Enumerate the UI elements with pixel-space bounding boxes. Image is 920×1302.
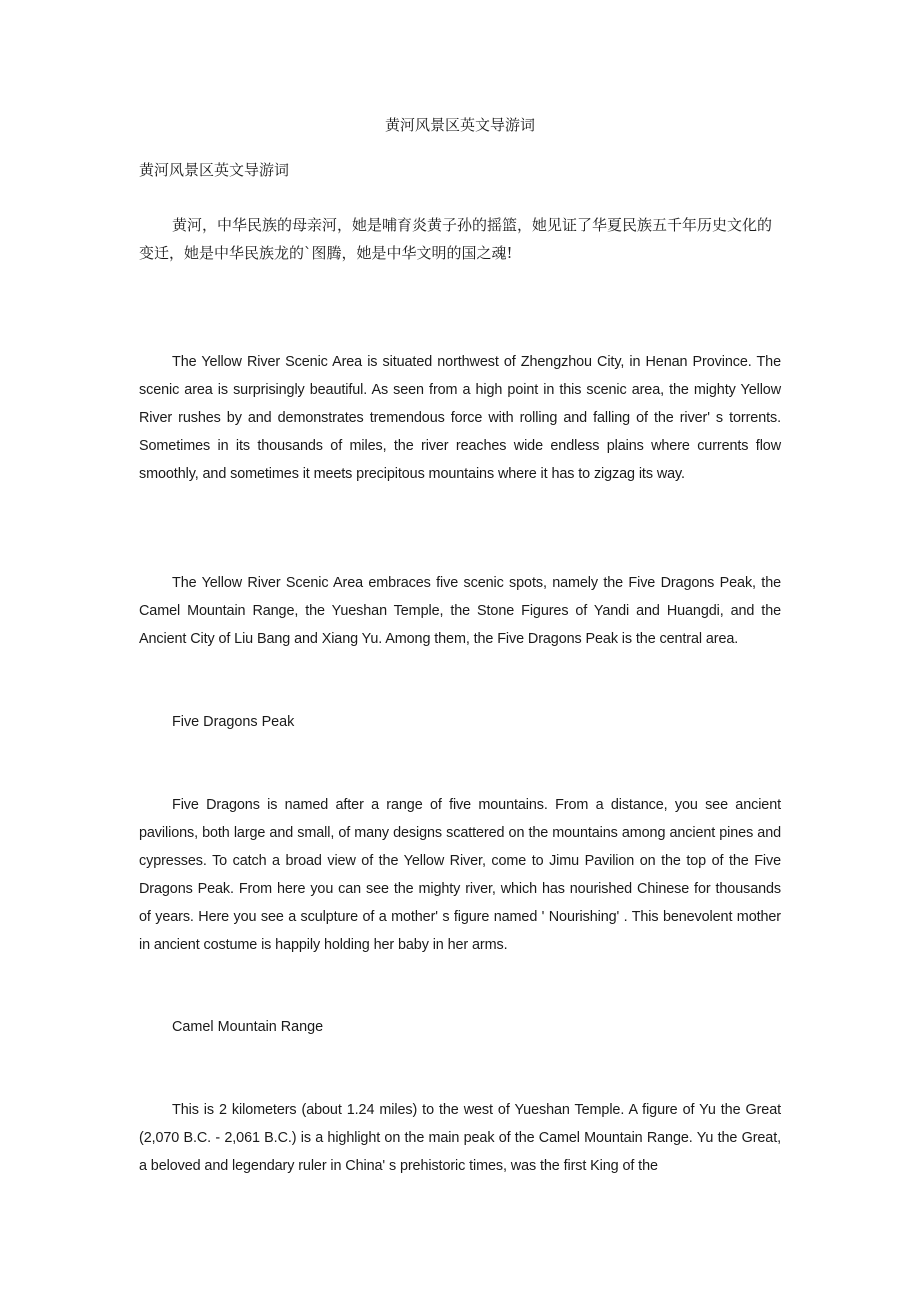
paragraph-scenic-spots: The Yellow River Scenic Area embraces five scenic spots, namely the Five Dragons Peak, the Camel Mountain Range, the Yueshan Temple, the Stone Figures of Yandi and Huangdi, and the Ancient City of Liu Bang and Xiang Yu. Among them, the Five Dragons Peak is the central area. bbox=[139, 575, 781, 647]
section-heading-camel-mountain-range: Camel Mountain Range bbox=[172, 1019, 324, 1035]
document-subtitle: 黄河风景区英文导游词 bbox=[139, 161, 290, 179]
paragraph-five-dragons: Five Dragons is named after a range of five mountains. From a distance, you see ancient pavilions, both large and small, of many designs scattered on the mountains among ancient pines and cypresses. To catch a broad view of the Yellow River, come to Jimu Pavilion on the top of the Five Dragons Peak. From here you can see the mighty river, which has nourished Chinese for thousands of years. Here you see a sculpture of a mother' s figure named ' Nourishing' . This benevolent mother in ancient costume is happily holding her baby in her arms. bbox=[139, 797, 781, 953]
section-heading-five-dragons-peak: Five Dragons Peak bbox=[172, 714, 295, 730]
paragraph-location: The Yellow River Scenic Area is situated northwest of Zhengzhou City, in Henan Province. The scenic area is surprisingly beautiful. As seen from a high point in this scenic area, the mighty Yellow River rushes by and demonstrates tremendous force with rolling and falling of the river' s torrents. Sometimes in its thousands of miles, the river reaches wide endless plains where currents flow smoothly, and sometimes it meets precipitous mountains where it has to zigzag its way. bbox=[139, 354, 781, 482]
document-title: 黄河风景区英文导游词 bbox=[384, 116, 535, 134]
paragraph-camel-mountain: This is 2 kilometers (about 1.24 miles) to the west of Yueshan Temple. A figure of Yu the Great (2,070 B.C. - 2,061 B.C.) is a highlight on the main peak of the Camel Mountain Range. Yu the Great, a beloved and legendary ruler in China' s prehistoric times, was the first King of the bbox=[139, 1102, 781, 1174]
chinese-intro-paragraph: 黄河，中华民族的母亲河，她是哺育炎黄子孙的摇篮，她见证了华夏民族五千年历史文化的变迁，她是中华民族龙的`图腾，她是中华文明的国之魂! bbox=[139, 216, 773, 262]
